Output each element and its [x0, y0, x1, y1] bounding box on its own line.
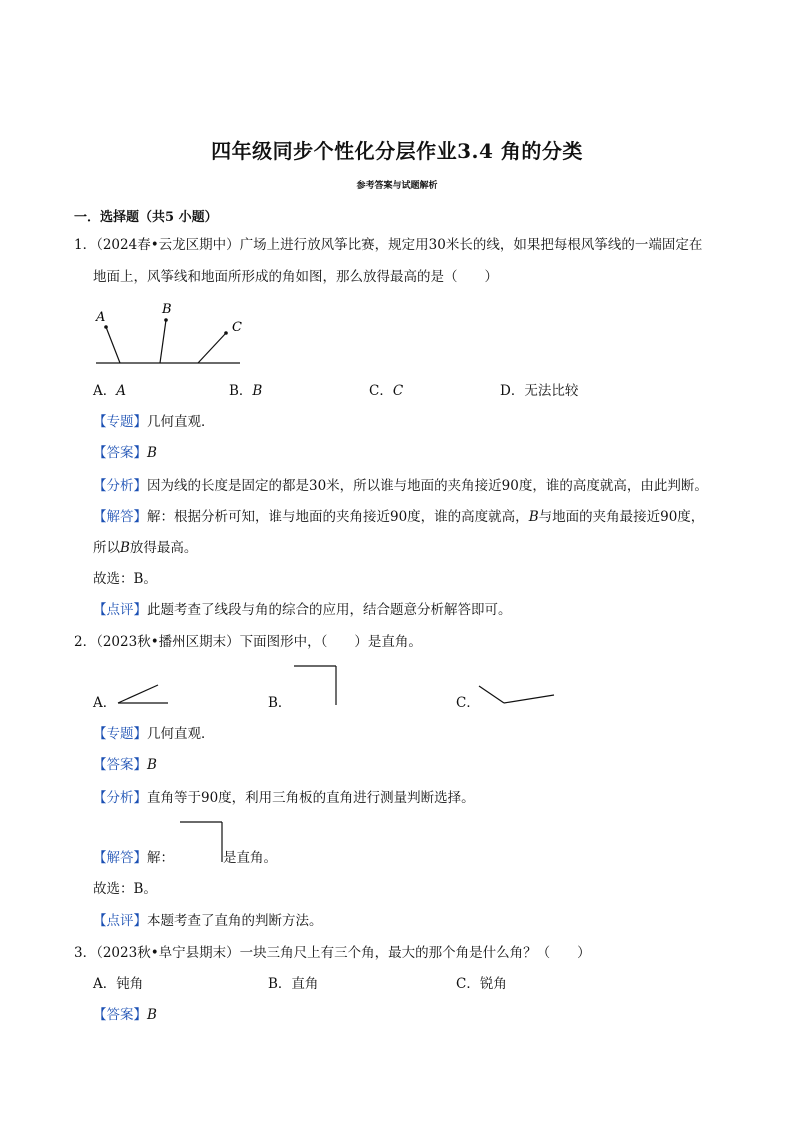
option-c-label[interactable]: C．: [456, 695, 480, 711]
q3-answer: 【答案】B: [93, 1007, 157, 1023]
q2-choice: 故选：B。: [93, 881, 157, 897]
section-heading: 一．选择题（共5 小题）: [74, 210, 218, 225]
page-subtitle: 参考答案与试题解析: [356, 181, 438, 191]
q1-choice: 故选：B。: [93, 571, 157, 587]
q2-solution-end: 是直角。: [223, 850, 277, 866]
question-1-stem-line2: 地面上，风筝线和地面所形成的角如图，那么放得最高的是（ ）: [93, 269, 498, 285]
q2-answer: 【答案】B: [93, 757, 157, 773]
angle-figure-a: [116, 682, 172, 706]
angle-figure-c: [476, 684, 558, 708]
kite-point-a: [104, 325, 108, 329]
question-number: 3．: [74, 945, 97, 961]
q1-topic: 【专题】几何直观．: [93, 414, 215, 430]
q2-solution-start: 【解答】解：: [93, 850, 174, 866]
option-a[interactable]: A．钝角: [93, 976, 144, 992]
kite-line-c: [198, 333, 226, 363]
option-c[interactable]: C．C: [369, 383, 404, 399]
q2-analysis: 【分析】直角等于90度，利用三角板的直角进行测量判断选择。: [93, 790, 475, 806]
question-text: （2023秋•播州区期末）下面图形中，（ ）是直角。: [96, 634, 422, 650]
q1-answer: 【答案】B: [93, 445, 157, 461]
figure-label-c: C: [232, 320, 242, 335]
question-3-stem: [74, 944, 591, 962]
option-b[interactable]: B．直角: [268, 976, 319, 992]
question-1-stem-line1: [74, 236, 702, 254]
option-a[interactable]: A．A: [93, 383, 126, 399]
question-number: 1．: [74, 237, 97, 253]
kite-line-b: [160, 320, 166, 363]
figure-label-a: A: [96, 310, 106, 325]
figure-label-b: B: [162, 302, 172, 317]
kite-line-a: [106, 327, 120, 363]
option-b-label[interactable]: B．: [268, 695, 292, 711]
option-d[interactable]: D．无法比较: [500, 383, 579, 399]
q1-solution-line1: 【解答】解：根据分析可知，谁与地面的夹角接近90度，谁的高度就高，B与地面的夹角最接近90度，: [93, 509, 705, 525]
kite-point-b: [164, 318, 168, 322]
q2-topic: 【专题】几何直观．: [93, 726, 215, 742]
q1-solution-line2: 所以B放得最高。: [93, 540, 198, 556]
question-text: （2023秋•阜宁县期末）一块三角尺上有三个角，最大的那个角是什么角？（ ）: [96, 945, 591, 961]
q1-analysis: 【分析】因为线的长度是固定的都是30米，所以谁与地面的夹角接近90度，谁的高度就高，由此判断。: [93, 478, 708, 494]
q2-comment: 【点评】本题考查了直角的判断方法。: [93, 913, 323, 929]
question-2-stem: [74, 633, 422, 651]
option-c[interactable]: C．锐角: [456, 976, 507, 992]
question-1-figure: [90, 298, 250, 370]
option-b[interactable]: B．B: [229, 383, 263, 399]
kite-point-c: [224, 331, 228, 335]
option-a-label[interactable]: A．: [93, 695, 117, 711]
question-number: 2．: [74, 634, 97, 650]
page-title: 四年级同步个性化分层作业3.4 角的分类: [211, 139, 583, 163]
right-angle-figure: [178, 820, 226, 864]
angle-figure-b: [292, 664, 340, 708]
q1-comment: 【点评】此题考查了线段与角的综合的应用，结合题意分析解答即可。: [93, 602, 512, 618]
question-text: （2024春•云龙区期中）广场上进行放风筝比赛，规定用30米长的线，如果把每根风筝线的一端固定在: [96, 237, 703, 253]
